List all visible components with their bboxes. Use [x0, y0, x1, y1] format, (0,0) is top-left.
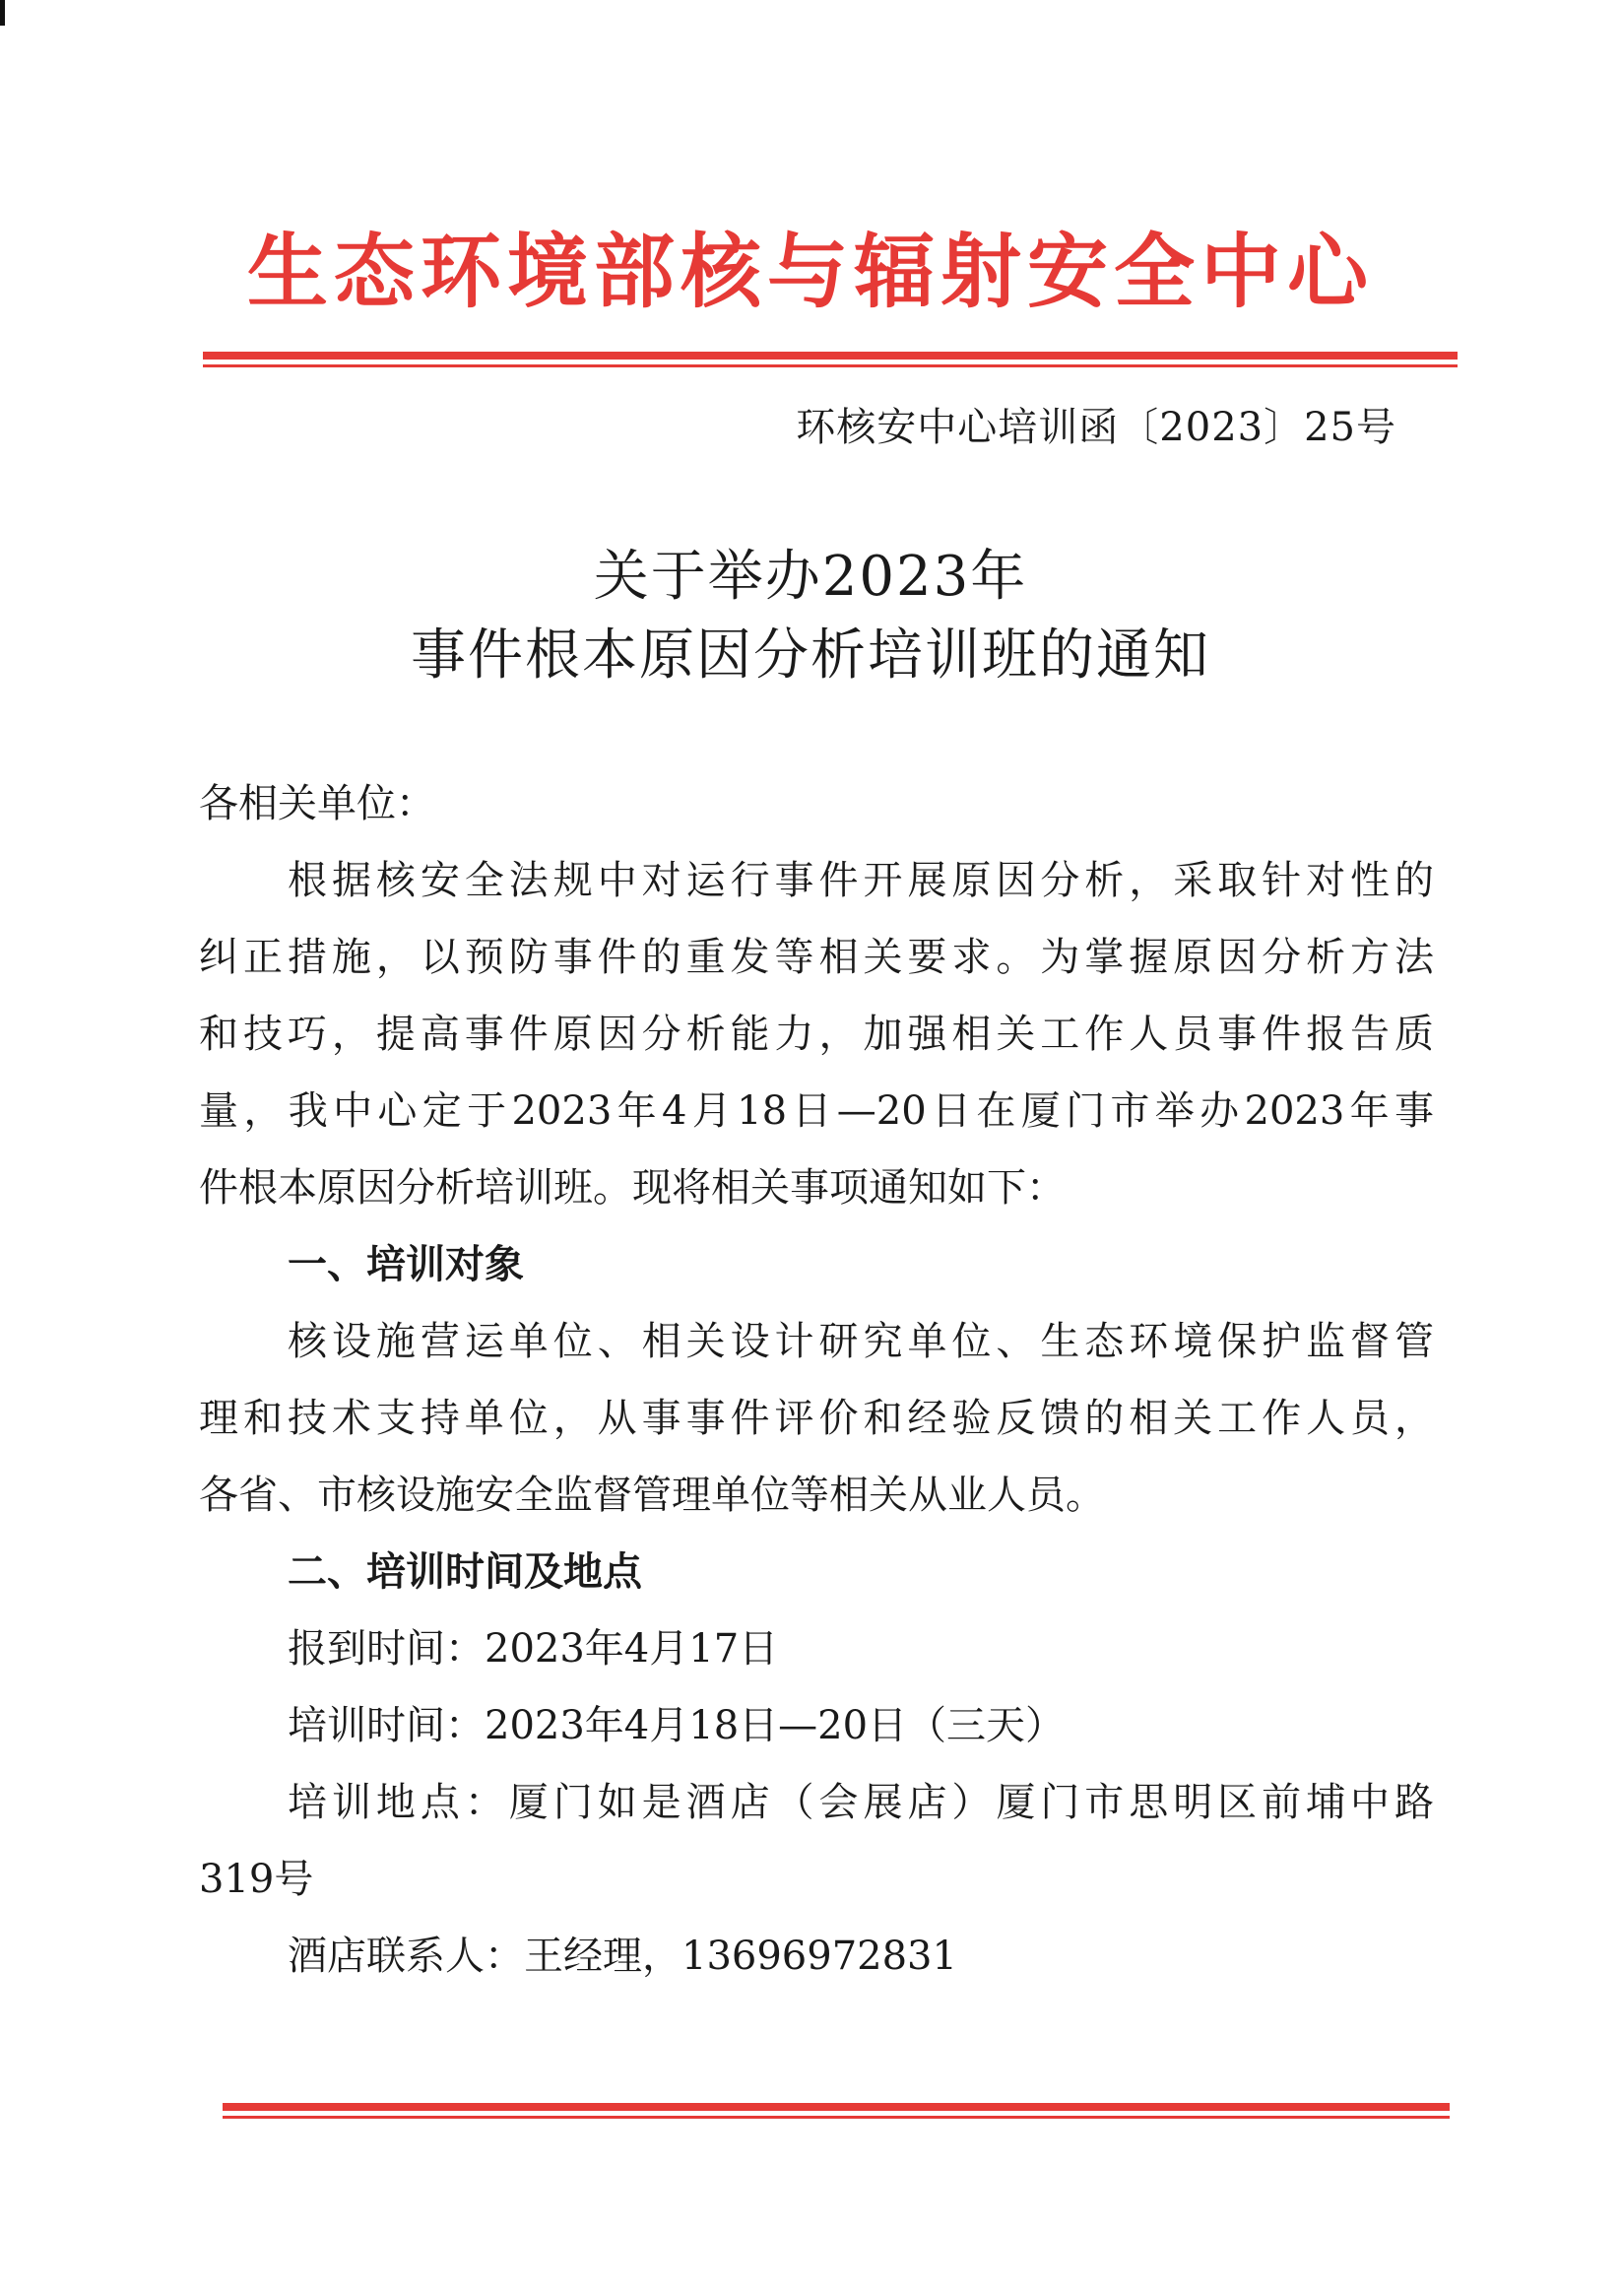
footer-rule-thin — [223, 2116, 1450, 2119]
notice-title-line-2: 事件根本原因分析培训班的通知 — [411, 623, 1210, 688]
training-location-cont: 319号 — [199, 1857, 314, 1902]
training-location: 培训地点：厦门如是酒店（会展店）厦门市思明区前埔中路 — [288, 1780, 1434, 1825]
report-time: 报到时间：2023年4月17日 — [288, 1626, 779, 1672]
section-1-line: 理和技术支持单位，从事事件评价和经验反馈的相关工作人员， — [199, 1396, 1434, 1441]
intro-line: 纠正措施，以预防事件的重发等相关要求。为掌握原因分析方法 — [199, 935, 1434, 980]
scan-edge-mark — [0, 0, 5, 26]
intro-line: 根据核安全法规中对运行事件开展原因分析，采取针对性的 — [288, 858, 1434, 903]
section-1-line: 各省、市核设施安全监督管理单位等相关从业人员。 — [199, 1473, 1105, 1518]
intro-line: 件根本原因分析培训班。现将相关事项通知如下： — [199, 1165, 1066, 1211]
section-2-heading: 二、培训时间及地点 — [288, 1549, 642, 1595]
notice-title-line-1: 关于举办2023年 — [593, 545, 1028, 609]
organization-header: 生态环境部核与辐射安全中心 — [246, 226, 1374, 319]
intro-line: 量，我中心定于2023年4月18日—20日在厦门市举办2023年事 — [199, 1088, 1434, 1134]
footer-rule-thick — [223, 2103, 1450, 2111]
training-time: 培训时间：2023年4月18日—20日（三天） — [288, 1703, 1066, 1748]
salutation: 各相关单位： — [199, 781, 435, 826]
header-rule-thin — [203, 364, 1458, 367]
document-number: 环核安中心培训函〔2023〕25号 — [796, 405, 1396, 450]
intro-line: 和技巧，提高事件原因分析能力，加强相关工作人员事件报告质 — [199, 1012, 1434, 1057]
section-1-line: 核设施营运单位、相关设计研究单位、生态环境保护监督管 — [288, 1319, 1434, 1364]
section-1-heading: 一、培训对象 — [288, 1242, 524, 1287]
header-rule-thick — [203, 352, 1458, 360]
hotel-contact: 酒店联系人：王经理，13696972831 — [288, 1934, 957, 1979]
